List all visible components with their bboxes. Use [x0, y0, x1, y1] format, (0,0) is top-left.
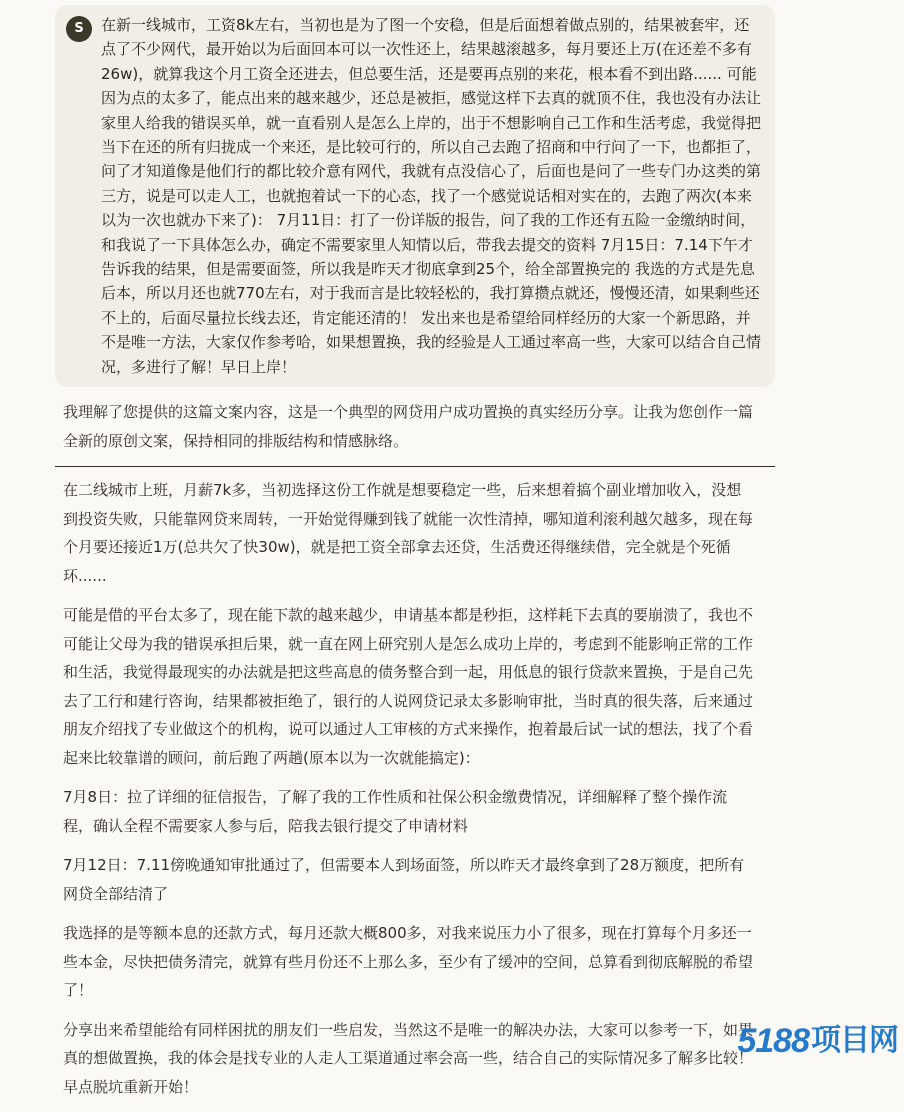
- article-paragraph: 分享出来希望能给有同样困扰的朋友们一些启发，当然这不是唯一的解决办法，大家可以参考一下，如果真的想做置换，我的体会是找专业的人走人工渠道通过率会高一些，结合自己的实际情况多了解多比较！早点脱坑重新开始！: [63, 1020, 754, 1096]
- article-paragraph: 7月8日：拉了详细的征信报告，了解了我的工作性质和社保公积金缴费情况，详细解释了整个操作流程，确认全程不需要家人参与后，陪我去银行提交了申请材料: [63, 788, 728, 835]
- generated-article: [63, 476, 753, 1112]
- user-message-text: 在新一线城市，工资8k左右，当初也是为了图一个安稳，但是后面想着做点别的，结果被套牢，还点了不少网代，最开始以为后面回本可以一次性还上，结果越滚越多，每月要还上万(在还差不多有26w)，就算我这个月工资全还进去，但总要生活，还是要再点别的来花，根本看不到出路...... 可能因为点的太多了，能点出来的越来越少，还总是被拒，感觉这样下去真的就顶不住，我也没有办法让家里人给我的错误买单，就一直看别人是怎么上岸的，出于不想影响自己工作和生活考虑，我觉得把当下在还的所有归拢成一个来还，是比较可行的，所以自己去跑了招商和中行问了一下，也都拒了，问了才知道像是他们行的都比较介意有网代，我就有点没信心了，后面也是问了一些专门办这类的第三方，说是可以走人工，也就抱着试一下的心态，找了一个感觉说话相对实在的，去跑了两次(本来以为一次也就办下来了)： 7月11日：打了一份详版的报告，问了我的工作还有五险一金缴纳时间，和我说了一下具体怎么办，确定不需要家里人知情以后，带我去提交的资料 7月15日：7.14下午才告诉我的结果，但是需要面签，所以我是昨天才彻底拿到25个，给全部置换完的 我选的方式是先息后本，所以月还也就770左右，对于我而言是比较轻松的，我打算攒点就还，慢慢还清，如果剩些还不上的，后面尽量拉长线去还，肯定能还清的！ 发出来也是希望给同样经历的大家一个新思路，并不是唯一方法，大家仅作参考哈，如果想置换，我的经验是人工通过率高一些，大家可以结合自己情况，多进行了解！早日上岸！: [101, 16, 762, 376]
- assistant-response: [63, 398, 753, 455]
- article-paragraph: 7月12日：7.11傍晚通知审批通过了，但需要本人到场面签，所以昨天才最终拿到了28万额度，把所有网贷全部结清了: [63, 856, 745, 903]
- watermark-number: 5188: [737, 1021, 809, 1060]
- article-paragraph: 可能是借的平台太多了，现在能下款的越来越少，申请基本都是秒拒，这样耗下去真的要崩溃了，我也不可能让父母为我的错误承担后果，就一直在网上研究别人是怎么成功上岸的，考虑到不能影响正常的工作和生活，我觉得最现实的办法就是把这些高息的债务整合到一起，用低息的银行贷款来置换，于是自己先去了工行和建行咨询，结果都被拒绝了，银行的人说网贷记录太多影响审批，当时真的很失落，后来通过朋友介绍找了专业做这个的机构，说可以通过人工审核的方式来操作，抱着最后试一试的想法，找了个看起来比较靠谱的顾问，前后跑了两趟(原本以为一次就能搞定)：: [63, 606, 754, 767]
- site-watermark: [737, 1020, 898, 1062]
- user-avatar[interactable]: S: [66, 16, 92, 42]
- horizontal-divider: [55, 466, 775, 467]
- watermark-text: 项目网: [811, 1022, 898, 1058]
- user-message-bubble: [55, 5, 775, 387]
- article-paragraph: 在二线城市上班，月薪7k多，当初选择这份工作就是想要稳定一些，后来想着搞个副业增加收入，没想到投资失败，只能靠网贷来周转，一开始觉得赚到钱了就能一次性清掉，哪知道利滚利越欠越多，现在每个月要还接近1万(总共欠了快30w)，就是把工资全部拿去还贷，生活费还得继续借，完全就是个死循环......: [63, 481, 754, 585]
- article-paragraph: 我选择的是等额本息的还款方式，每月还款大概800多，对我来说压力小了很多，现在打算每个月多还一些本金，尽快把债务清完，就算有些月份还不上那么多，至少有了缓冲的空间，总算看到彻底解脱的希望了！: [63, 924, 754, 999]
- assistant-intro: 我理解了您提供的这篇文案内容，这是一个典型的网贷用户成功置换的真实经历分享。让我为您创作一篇全新的原创文案，保持相同的排版结构和情感脉络。: [63, 403, 754, 450]
